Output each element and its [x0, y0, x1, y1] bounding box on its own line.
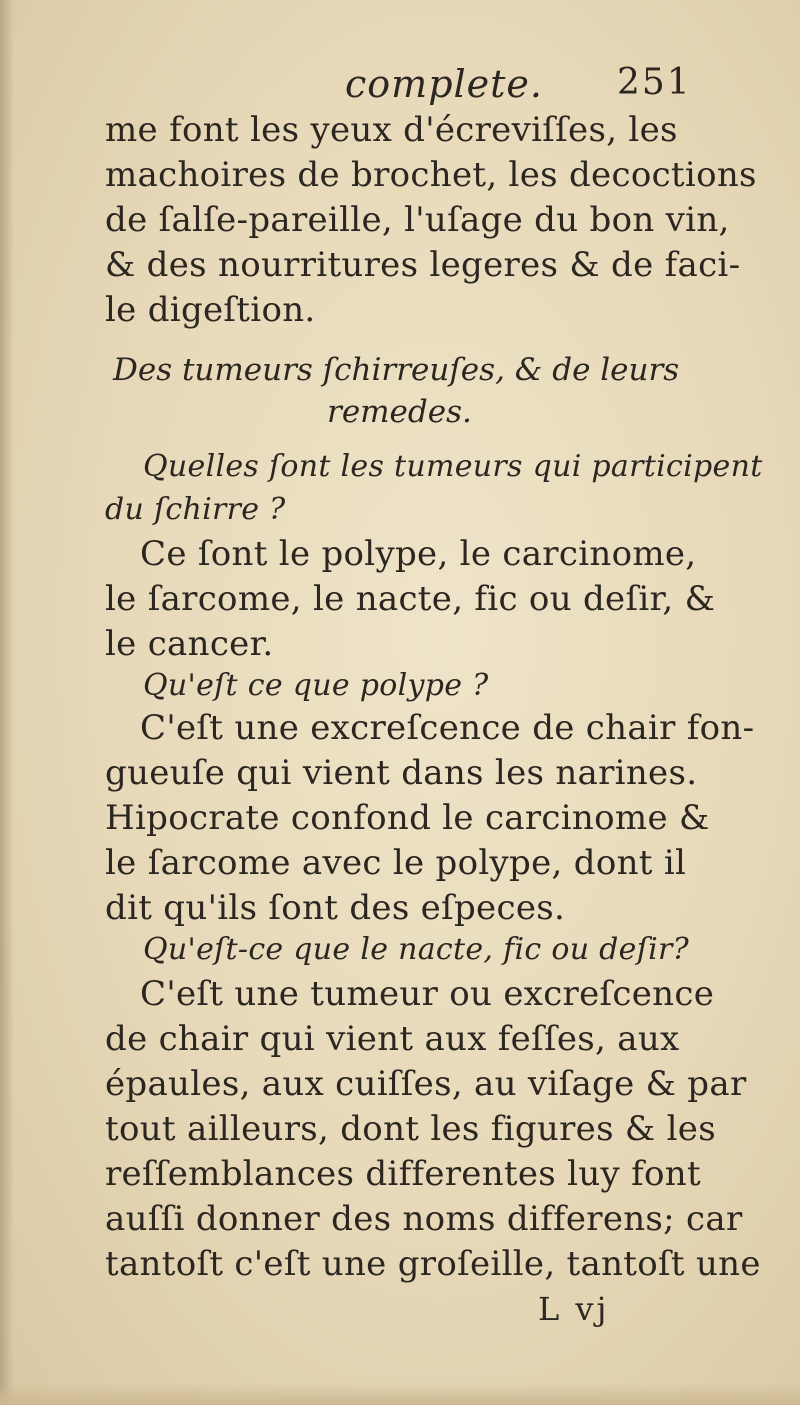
text-line: machoires de brochet, les decoctions [105, 155, 757, 195]
text-line: & des nourritures legeres & de faci- [105, 245, 741, 285]
running-title: complete. [345, 62, 543, 106]
question-line: Quelles ſont les tumeurs qui participent [143, 449, 763, 484]
answer-line: Hipocrate confond le carcinome & [105, 798, 710, 838]
answer-line: dit qu'ils ſont des eſpeces. [105, 888, 566, 928]
page-shadow-left [0, 0, 14, 1405]
answer-line: tantoſt c'eſt une groſeille, tantoſt une [105, 1244, 761, 1284]
answer-line: gueuſe qui vient dans les narines. [105, 753, 698, 793]
page-number: 251 [617, 62, 692, 103]
answer-line: C'eſt une tumeur ou excreſcence [140, 974, 715, 1014]
answer-line: épaules, aux cuiſſes, au viſage & par [105, 1064, 747, 1104]
answer-line: tout ailleurs, dont les figures & les [105, 1109, 716, 1149]
section-heading: Des tumeurs ſchirreuſes, & de leurs [113, 352, 680, 388]
text-line: le digeſtion. [105, 290, 316, 330]
text-line: me font les yeux d'écreviſſes, les [105, 110, 678, 150]
answer-line: auſſi donner des noms differens; car [105, 1199, 743, 1239]
question-line: Qu'eſt ce que polype ? [143, 668, 489, 703]
signature-mark: L vj [538, 1290, 610, 1328]
answer-line: de chair qui vient aux feſſes, aux [105, 1019, 680, 1059]
question-line: Qu'eſt-ce que le nacte, fic ou deſir? [143, 932, 690, 967]
answer-line: le ſarcome avec le polype, dont il [105, 843, 687, 883]
answer-line: le ſarcome, le nacte, fic ou deſir, & [105, 579, 716, 619]
answer-line: reſſemblances differentes luy font [105, 1154, 701, 1194]
answer-line: C'eſt une excreſcence de chair fon- [140, 708, 755, 748]
question-line: du ſchirre ? [105, 492, 286, 527]
answer-line: le cancer. [105, 624, 274, 664]
page-shadow-bottom [0, 1383, 800, 1405]
section-heading: remedes. [327, 394, 472, 430]
answer-line: Ce ſont le polype, le carcinome, [140, 534, 697, 574]
text-line: de ſalſe-pareille, l'uſage du bon vin, [105, 200, 730, 240]
